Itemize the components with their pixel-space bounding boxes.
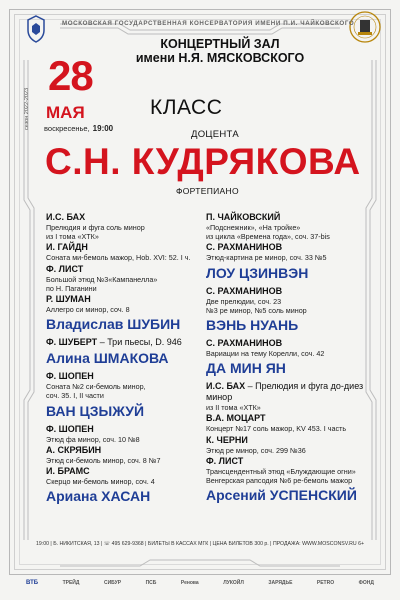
composer-name: К. ЧЕРНИ [206, 434, 248, 445]
work-title: Соната ми-бемоль мажор, Hob. XVI: 52. I ч. [46, 253, 191, 263]
program-item [206, 212, 376, 241]
composer-name: И. БРАМС [46, 466, 90, 477]
klass-title: КЛАСС [150, 96, 223, 119]
composer-name: И.С. БАХ [46, 212, 86, 222]
composer-name: Ф. ШОПЕН [46, 371, 94, 382]
work-title: Соната №2 си-бемоль минор, [46, 382, 146, 392]
work-title: Скерцо ми-бемоль минор, соч. 4 [46, 477, 155, 487]
program-item [206, 435, 376, 455]
sponsor-logo: ЗАРЯДЬЕ [268, 580, 293, 586]
work-title: «Подснежник», «На тройке» [206, 223, 301, 232]
teacher-name: С.Н. КУДРЯКОВА [45, 141, 361, 182]
composer-name: С. РАХМАНИНОВ [206, 242, 283, 253]
performer-name: Владислав ШУБИН [46, 316, 181, 333]
season-label: сезон 2022-2023 [24, 87, 30, 130]
work-title: по Н. Паганини [46, 283, 97, 293]
performer-name: ЛОУ ЦЗИНВЭН [206, 264, 309, 281]
work-title: Аллегро си минор, соч. 8 [46, 305, 130, 315]
sponsor-logo: Ренова [180, 580, 199, 586]
hall-line-2: имени Н.Я. МЯСКОВСКОГО [135, 51, 305, 65]
hall-line-1: КОНЦЕРТНЫЙ ЗАЛ [160, 37, 280, 51]
program-item [206, 456, 376, 504]
work-title: Этюд ре минор, соч. 299 №36 [206, 445, 306, 455]
ministry-emblem-icon [24, 14, 48, 44]
composer-name: Ф. ШОПЕН [46, 423, 94, 434]
event-weekday: воскресенье, [44, 124, 90, 133]
program-item [46, 264, 206, 293]
program-item [206, 381, 376, 412]
composer-extra: – Прелюдия и фуга до-диез минор [206, 381, 364, 403]
composer-name: П. ЧАЙКОВСКИЙ [206, 212, 281, 222]
work-title: Этюд-картина ре минор, соч. 33 №5 [206, 253, 327, 263]
footer-info: 19:00 | Б. НИКИТСКАЯ, 13 | ☏ 495 629-9368 | БИЛЕТЫ В КАССАХ МГК | ЦЕНА БИЛЕТОВ 300 р. | ПРОДАЖА: WWW.MOSCONSV.RU 6+ [35, 541, 364, 547]
work-title: Прелюдия и фуга соль минор [46, 223, 145, 232]
docent-label: ДОЦЕНТА [191, 129, 239, 140]
program-item [46, 212, 206, 241]
work-title: Две прелюдии, соч. 23 [206, 296, 282, 306]
performer-name: ДА МИН ЯН [206, 360, 286, 377]
sponsor-logo: ПСБ [145, 580, 157, 586]
work-title: Трансцендентный этюд «Блуждающие огни» [206, 466, 356, 476]
program-item [46, 445, 206, 465]
composer-name: Ф. ЛИСТ [206, 455, 244, 466]
sponsor-logo: ТРЕЙД [62, 580, 80, 586]
work-title: из цикла «Времена года», соч. 37-bis [206, 232, 330, 242]
composer-extra: – Три пьесы, D. 946 [97, 337, 182, 348]
sponsor-logos [26, 580, 374, 586]
program-item [206, 286, 376, 334]
sponsor-logo: ЛУКОЙЛ [223, 580, 244, 586]
program-item [46, 337, 206, 367]
program-item [206, 242, 376, 281]
composer-name: С. РАХМАНИНОВ [206, 285, 283, 296]
event-day-time [44, 124, 113, 133]
program-item [46, 424, 206, 444]
instrument-label: ФОРТЕПИАНО [176, 186, 239, 196]
composer-name: И.С. БАХ – Прелюдия и фуга до-диез минор [206, 381, 364, 403]
performer-name: ВАН ЦЗЫЖУЙ [46, 402, 144, 419]
program-item [46, 294, 206, 333]
program-item [206, 338, 376, 377]
performer-name: Алина ШМАКОВА [46, 350, 169, 367]
program-right-column [206, 212, 376, 508]
performer-name: Арсений УСПЕНСКИЙ [206, 487, 357, 504]
work-title: Концерт №17 соль мажор, KV 453. I часть [206, 424, 347, 434]
composer-name: А. СКРЯБИН [46, 444, 102, 455]
event-day: 28 [48, 52, 93, 99]
work-title: из I тома «ХТК» [46, 232, 99, 242]
composer-name: Ф. ЛИСТ [46, 263, 84, 274]
program-item [46, 371, 206, 419]
composer-name: И. ГАЙДН [46, 242, 88, 253]
composer-name: В.А. МОЦАРТ [206, 413, 266, 424]
work-title: из II тома «ХТК» [206, 403, 261, 413]
composer-name: С. РАХМАНИНОВ [206, 338, 283, 349]
performer-name: ВЭНЬ НУАНЬ [206, 317, 299, 334]
sponsor-logo: PETRO [316, 580, 335, 586]
work-title: соч. 35. I, II части [46, 391, 104, 401]
sponsor-logo: ФОНД [358, 580, 374, 586]
sponsor-logo: СИБУР [103, 580, 122, 586]
sponsor-logo: ВТБ [26, 580, 39, 586]
institution-name: МОСКОВСКАЯ ГОСУДАРСТВЕННАЯ КОНСЕРВАТОРИЯ ИМЕНИ П.И. ЧАЙКОВСКОГО [62, 20, 355, 27]
work-title: Венгерская рапсодия №6 ре-бемоль мажор [206, 476, 353, 486]
concert-hall [120, 37, 320, 65]
work-title: Этюд фа минор, соч. 10 №8 [46, 434, 140, 444]
event-time: 19:00 [92, 124, 114, 133]
program-left-column [46, 212, 206, 509]
event-month: МАЯ [46, 103, 85, 122]
program-item [206, 413, 376, 433]
work-title: Большой этюд №3«Кампанелла» [46, 274, 158, 284]
work-title: №3 ре минор, №5 соль минор [206, 305, 307, 315]
composer-name: Р. ШУМАН [46, 294, 91, 305]
work-title: Вариации на тему Корелли, соч. 42 [206, 349, 325, 359]
conservatory-emblem-icon [348, 10, 382, 44]
performer-name: Ариана ХАСАН [46, 488, 151, 505]
program-item [46, 466, 206, 505]
composer-name: Ф. ШУБЕРТ – Три пьесы, D. 946 [46, 337, 182, 348]
work-title: Этюд си-бемоль минор, соч. 8 №7 [46, 455, 161, 465]
program-item [46, 242, 206, 262]
